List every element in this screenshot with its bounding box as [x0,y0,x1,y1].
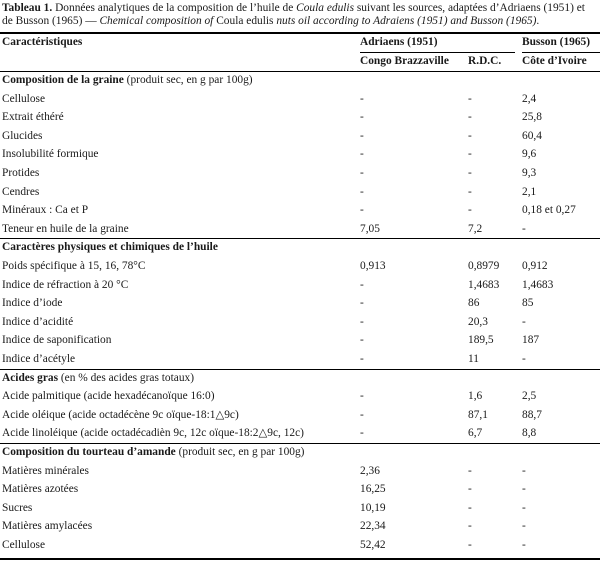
caption-fr-species: Coula edulis [296,2,355,14]
header-col-civ: Côte d’Ivoire [522,54,587,67]
cell-rdc: 0,8979 [468,260,500,272]
cell-rdc: - [468,520,472,533]
cell-rdc: - [468,185,472,198]
row-label: Insolubilité formique [2,148,99,161]
cell-rdc: - [468,204,472,217]
row-label: Indice d’iode [2,297,63,310]
table-row [0,499,600,518]
cell-civ: 25,8 [522,111,542,124]
table-row [0,276,600,295]
cell-congo: - [360,148,364,161]
cell-rdc: 189,5 [468,334,494,347]
table-row [0,331,600,350]
cell-congo: 2,36 [360,464,380,477]
caption-end: . [536,15,540,27]
table-row [0,257,600,276]
table-row [0,201,600,220]
row-label: Cellulose [2,92,46,105]
cell-congo: 52,42 [360,539,386,551]
cell-congo: 22,34 [360,520,386,533]
section-title-rest: (en % des acides gras totaux) [58,371,195,384]
caption-label: Tableau 1. [2,2,53,14]
cell-congo: - [360,167,364,179]
cell-civ: - [522,353,526,365]
section-title [2,238,218,257]
table-row [0,387,600,406]
cell-congo: - [360,334,364,347]
cell-rdc: - [468,539,472,551]
cell-civ: 9,6 [522,148,537,161]
cell-congo: - [360,204,364,217]
cell-civ: 2,5 [522,390,537,403]
cell-civ: 9,3 [522,167,537,179]
header-col-congo: Congo Brazzaville [360,54,449,67]
cell-congo: - [360,353,364,365]
cell-rdc: 20,3 [468,315,488,328]
table-row [0,517,600,536]
section-title-rest: (produit sec, en g par 100g) [175,446,305,458]
cell-rdc: - [468,483,472,496]
section-title-rest: (produit sec, en g par 100g) [123,74,253,86]
cell-congo: - [360,129,364,142]
table-row [0,127,600,146]
cell-rdc: 6,7 [468,427,483,440]
table-row [0,183,600,202]
cell-civ: 2,1 [522,185,537,198]
table-row [0,350,600,369]
section-title-row [0,71,600,90]
cell-civ: - [522,464,526,477]
cell-civ: 60,4 [522,129,542,142]
cell-rdc: 86 [468,297,480,310]
cell-congo: - [360,185,364,198]
cell-rdc: - [468,129,472,142]
cell-congo: 10,19 [360,501,386,514]
table-row [0,145,600,164]
cell-civ: - [522,315,526,328]
caption-fr-part2: suivant les sources, adaptées d’Adriaens (1951) et de Busson (1965) — [2,2,585,27]
cell-civ: 8,8 [522,427,537,440]
row-label: Glucides [2,129,43,142]
table-bottom-rule [0,558,600,560]
cell-civ: 0,912 [522,260,548,272]
cell-rdc: 1,6 [468,390,483,403]
section-title-bold: Composition du tourteau d’amande [2,446,176,458]
section-title-row [0,369,600,388]
header-row-1 [0,33,600,52]
cell-civ: - [522,539,526,551]
row-label: Indice d’acidité [2,315,74,328]
cell-civ: 85 [522,297,534,310]
table-row [0,406,600,425]
cell-rdc: 1,4683 [468,278,500,291]
header-characteristics: Caractéristiques [2,36,83,48]
header-source-adriaens: Adriaens (1951) [360,36,438,48]
row-label: Minéraux : Ca et P [2,204,89,217]
row-label: Indice de réfraction à 20 °C [2,278,129,291]
row-label: Sucres [2,501,33,514]
cell-civ: - [522,483,526,496]
row-label: Acide oléique (acide octadécène 9c oïque-18:1△9c) [2,408,239,421]
row-label: Cellulose [2,539,46,551]
cell-rdc: 11 [468,353,479,365]
row-label: Extrait éthéré [2,111,64,124]
row-label: Matières azotées [2,483,79,496]
caption-en-species: Coula edulis [216,15,274,27]
table-row [0,220,600,239]
header-row-2 [0,52,600,71]
cell-rdc: - [468,92,472,105]
row-label: Poids spécifique à 15, 16, 78°C [2,260,146,272]
row-label: Indice d’acétyle [2,353,76,365]
cell-rdc: - [468,148,472,161]
caption-fr-part1: Données analytiques de la composition de l’huile de [52,2,297,14]
cell-rdc: - [468,464,472,477]
cell-congo: 0,913 [360,260,386,272]
cell-rdc: - [468,111,472,124]
table-row [0,424,600,443]
section-title-bold: Caractères physiques et chimiques de l’huile [2,241,218,254]
section-title [2,71,253,90]
cell-rdc: 87,1 [468,408,488,421]
header-source-busson: Busson (1965) [522,36,591,48]
row-label: Acide palmitique (acide hexadécanoïque 16:0) [2,390,215,403]
table-row [0,294,600,313]
table-row [0,536,600,555]
cell-congo: 7,05 [360,222,380,235]
row-label: Cendres [2,185,40,198]
cell-rdc: 7,2 [468,222,483,235]
cell-congo: 16,25 [360,483,386,496]
cell-congo: - [360,297,364,310]
row-label: Matières minérales [2,464,89,477]
caption-en-part1: Chemical composition of [99,15,217,27]
table-caption [2,2,598,28]
cell-congo: - [360,408,364,421]
row-label: Teneur en huile de la graine [2,222,129,235]
header-col-rdc: R.D.C. [468,54,502,67]
row-label: Protides [2,167,40,179]
section-title-bold: Acides gras [2,371,58,384]
section-title-row [0,443,600,462]
cell-congo: - [360,390,364,403]
cell-rdc: - [468,167,472,179]
cell-civ: 2,4 [522,92,537,105]
cell-congo: - [360,111,364,124]
cell-civ: 0,18 et 0,27 [522,204,576,217]
cell-congo: - [360,92,364,105]
cell-civ: - [522,501,526,514]
section-title-bold: Composition de la graine [2,74,124,86]
row-label: Matières amylacées [2,520,93,533]
section-title-row [0,238,600,257]
table-row [0,480,600,499]
cell-congo: - [360,427,364,440]
cell-congo: - [360,278,364,291]
table-row [0,313,600,332]
cell-congo: - [360,315,364,328]
table-row [0,90,600,109]
cell-civ: - [522,222,526,235]
caption-en-part2: nuts oil according to Adraiens (1951) and Busson (1965) [273,15,537,27]
row-label: Indice de saponification [2,334,112,347]
cell-rdc: - [468,501,472,514]
cell-civ: 88,7 [522,408,542,421]
table-row [0,164,600,183]
section-title [2,443,304,462]
cell-civ: 1,4683 [522,278,554,291]
cell-civ: - [522,520,526,533]
row-label: Acide linoléique (acide octadécadièn 9c, 12c oïque-18:2△9c, 12c) [2,427,304,440]
cell-civ: 187 [522,334,540,347]
table-row [0,108,600,127]
table-row [0,462,600,481]
section-title [2,369,194,388]
